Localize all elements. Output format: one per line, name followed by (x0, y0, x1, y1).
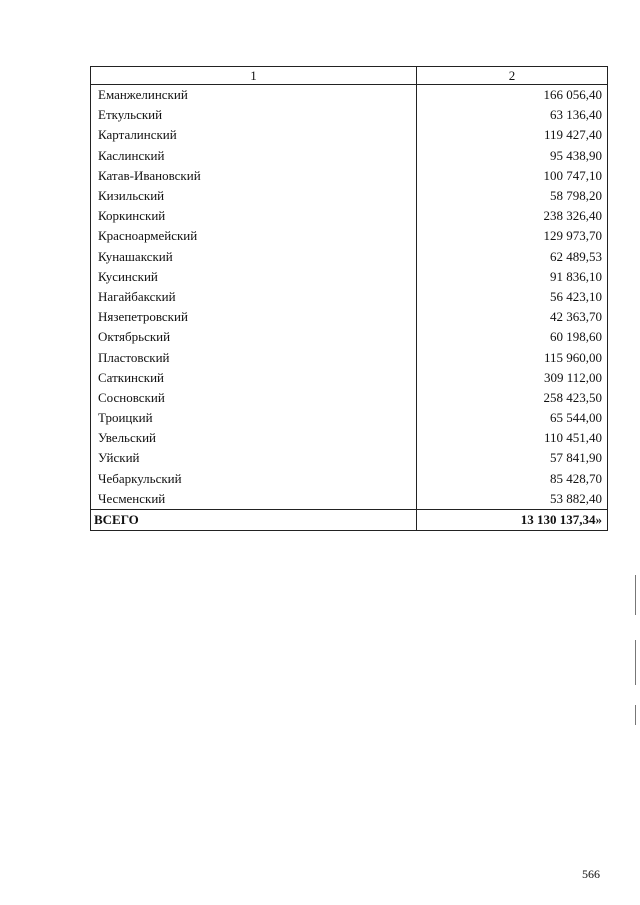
table-row (91, 388, 608, 408)
table-row (91, 448, 608, 468)
district-name: Еткульский (91, 105, 417, 125)
column-header-1: 1 (91, 67, 417, 85)
table-row (91, 267, 608, 287)
district-value: 56 423,10 (417, 287, 608, 307)
district-name: Нязепетровский (91, 307, 417, 327)
district-name: Увельский (91, 428, 417, 448)
table-row (91, 85, 608, 106)
district-value: 110 451,40 (417, 428, 608, 448)
district-name: Пластовский (91, 347, 417, 367)
district-value: 58 798,20 (417, 186, 608, 206)
district-value: 258 423,50 (417, 388, 608, 408)
table-header-row (91, 67, 608, 85)
scan-artifact (635, 640, 636, 685)
district-value: 60 198,60 (417, 327, 608, 347)
district-value: 85 428,70 (417, 469, 608, 489)
district-name: Сосновский (91, 388, 417, 408)
district-value: 63 136,40 (417, 105, 608, 125)
district-name: Чебаркульский (91, 469, 417, 489)
table-row (91, 347, 608, 367)
district-name: Еманжелинский (91, 85, 417, 106)
district-value: 129 973,70 (417, 226, 608, 246)
district-name: Катав-Ивановский (91, 166, 417, 186)
table-row (91, 307, 608, 327)
district-value: 42 363,70 (417, 307, 608, 327)
budget-table (90, 66, 608, 531)
district-name: Чесменский (91, 489, 417, 510)
district-value: 238 326,40 (417, 206, 608, 226)
scan-artifact (635, 575, 636, 615)
district-value: 166 056,40 (417, 85, 608, 106)
district-name: Карталинский (91, 125, 417, 145)
table-row (91, 226, 608, 246)
total-label: ВСЕГО (91, 509, 417, 530)
district-value: 309 112,00 (417, 368, 608, 388)
district-name: Кунашакский (91, 247, 417, 267)
table-row (91, 125, 608, 145)
district-name: Красноармейский (91, 226, 417, 246)
table-row (91, 287, 608, 307)
district-value: 100 747,10 (417, 166, 608, 186)
district-name: Октябрьский (91, 327, 417, 347)
district-value: 115 960,00 (417, 347, 608, 367)
total-row (91, 509, 608, 530)
district-value: 65 544,00 (417, 408, 608, 428)
district-name: Кусинский (91, 267, 417, 287)
district-value: 62 489,53 (417, 247, 608, 267)
table-row (91, 146, 608, 166)
page-number: 566 (582, 867, 600, 881)
table-row (91, 428, 608, 448)
column-header-2: 2 (417, 67, 608, 85)
table-row (91, 206, 608, 226)
table-row (91, 247, 608, 267)
district-name: Троицкий (91, 408, 417, 428)
table-row (91, 489, 608, 510)
district-name: Каслинский (91, 146, 417, 166)
district-value: 57 841,90 (417, 448, 608, 468)
district-value: 53 882,40 (417, 489, 608, 510)
district-value: 119 427,40 (417, 125, 608, 145)
district-name: Саткинский (91, 368, 417, 388)
table-row (91, 105, 608, 125)
district-value: 95 438,90 (417, 146, 608, 166)
table-row (91, 408, 608, 428)
scan-artifact (635, 705, 636, 725)
table-row (91, 469, 608, 489)
table-row (91, 327, 608, 347)
district-value: 91 836,10 (417, 267, 608, 287)
table-row (91, 368, 608, 388)
total-value: 13 130 137,34» (417, 509, 608, 530)
district-name: Кизильский (91, 186, 417, 206)
district-name: Нагайбакский (91, 287, 417, 307)
district-name: Коркинский (91, 206, 417, 226)
district-name: Уйский (91, 448, 417, 468)
table-row (91, 166, 608, 186)
table-row (91, 186, 608, 206)
table-body (91, 85, 608, 531)
